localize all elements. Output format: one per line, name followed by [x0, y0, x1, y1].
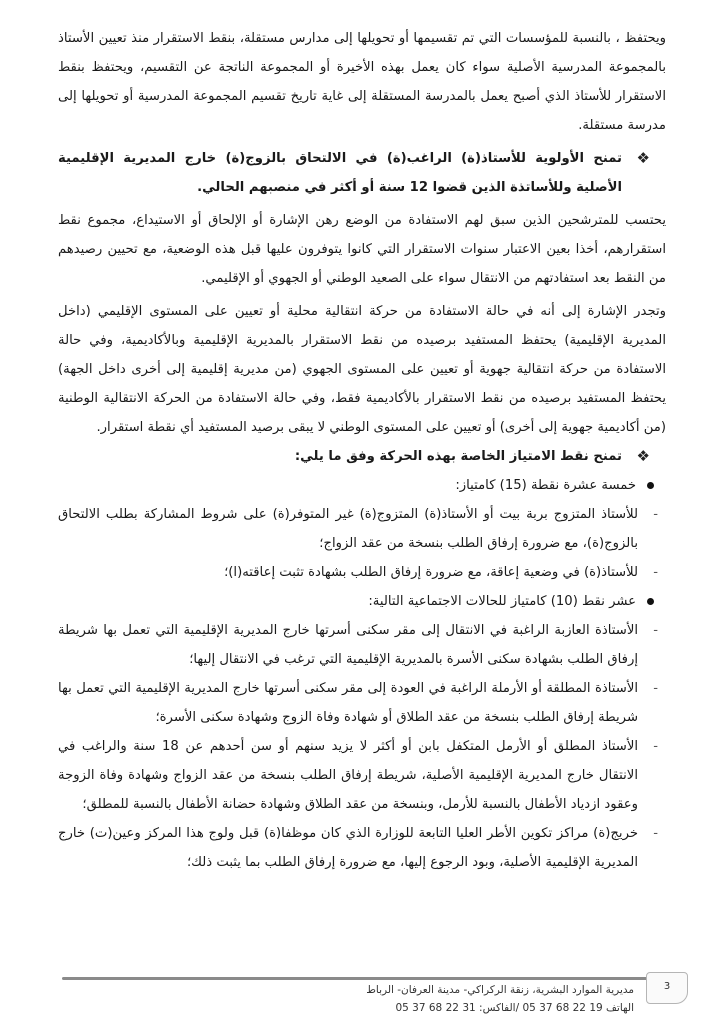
- dash-marker-icon: -: [653, 623, 658, 638]
- paragraph-stability-points: يحتسب للمترشحين الذين سبق لهم الاستفادة من الوضع رهن الإشارة أو الإلحاق أو الاستيداع، مجموع نقط استقرارهم، أخذا بعين الاعتبار سنوات الاستقرار التي كانوا يتوفرون عليها قبل هذه الوضعية، مع تحيين رصيدهم من النقط بعد استفادتهم من الانتقال سواء على الصعيد الوطني أو الجهوي أو الإقليمي.: [58, 213, 666, 286]
- heading-bonus-points: [58, 442, 666, 471]
- list-item-single-teacher: [58, 616, 666, 674]
- list-item-divorced-widowed-female: [58, 674, 666, 732]
- bullet-ten-points: [58, 587, 666, 616]
- list-item-text: الأستاذة المطلقة أو الأرملة الراغبة في العودة إلى مقر سكنى أسرتها خارج المديرية الإقليمية التي تعمل بها شريطة إرفاق الطلب بنسخة من عقد الطلاق أو شهادة وفاة الزوج وشهادة سكنى الأسرة؛: [58, 681, 638, 725]
- dash-marker-icon: -: [653, 681, 658, 696]
- heading-bonus-points-text: تمنح نقط الامتياز الخاصة بهذه الحركة وفق ما يلي:: [294, 449, 622, 464]
- footer-divider: [62, 977, 668, 980]
- bullet-dot-icon: [647, 598, 654, 605]
- list-item-text: للأستاذ المتزوج بربة بيت أو الأستاذ(ة) المتزوج(ة) غير المتوفر(ة) على شروط المشاركة بطلب الالتحاق بالزوج(ة)، مع ضرورة إرفاق الطلب بنسخة من عقد الزواج؛: [58, 507, 638, 551]
- diamond-bullet-icon: ❖: [636, 149, 650, 167]
- list-item-text: خريج(ة) مراكز تكوين الأطر العليا التابعة للوزارة الذي كان موظفا(ة) قبل ولوج هذا المركز وعين(ت) خارج المديرية الإقليمية الأصلية، وبود الرجوع إليها، مع ضرورة إرفاق الطلب بما يثبت ذلك؛: [58, 826, 638, 870]
- footer-address: مديرية الموارد البشرية، زنقة الركراكي- مدينة العرفان- الرباط: [366, 984, 634, 996]
- list-item-married-teacher: [58, 500, 666, 558]
- paragraph-stability-retention: وتجدر الإشارة إلى أنه في حالة الاستفادة من حركة انتقالية محلية أو تعيين على المستوى الإقليمي (داخل المديرية الإقليمية) يحتفظ المستفيد برصيده من نقط الاستقرار بالمديرية الإقليمية وبالأكاديمية، وفي حالة الاستفادة من حركة انتقالية جهوية أو تعيين على المستوى الجهوي (من مديرية إقليمية إلى أخرى داخل الجهة) يحتفظ المستفيد برصيده من نقط الاستقرار بالأكاديمية فقط، وفي حالة الاستفادة من الحركة الانتقالية الوطنية (من أكاديمية جهوية إلى أخرى) أو تعيين على المستوى الوطني لا يبقى برصيد المستفيد أي نقطة استقرار.: [58, 304, 666, 435]
- footer-phone: الهاتف 19 22 68 37 05 /الفاكس: 31 22 68 37 05: [395, 1002, 634, 1014]
- paragraph-school-split: ويحتفظ ، بالنسبة للمؤسسات التي تم تقسيمها أو تحويلها إلى مدارس مستقلة، بنقط الاستقرار منذ تعيين الأستاذ بالمجموعة المدرسية الأصلية سواء كان يعمل بهذه الأخيرة أو المجموعة الناتجة عن التقسيم، ويحتفظ بنقط الاستقرار للأستاذ الذي أصبح يعمل بالمدرسة المستقلة إلى غاية تاريخ تقسيم المجموعة المدرسية أو تحويلها إلى مدرسة مستقلة.: [58, 31, 666, 133]
- dash-marker-icon: -: [653, 739, 658, 754]
- list-item-text: الأستاذ المطلق أو الأرمل المتكفل بابن أو أكثر لا يزيد سنهم أو سن أحدهم عن 18 سنة والراغب في الانتقال خارج المديرية الإقليمية الأصلية، شريطة إرفاق الطلب بنسخة من عقد الزواج وشهادة وفاة الزوجة وعقود ازدياد الأطفال بالنسبة للأرمل، وبنسخة من عقد الطلاق وشهادة حضانة الأطفال بالنسبة للمطلق؛: [58, 739, 639, 812]
- bullet-fifteen-points: [58, 471, 666, 500]
- heading-priority-text: تمنح الأولوية للأستاذ(ة) الراغب(ة) في الالتحاق بالزوج(ة) خارج المديرية الإقليمية الأصلية وللأساتذة الذين قضوا 12 سنة أو أكثر في منصبهم الحالي.: [58, 151, 622, 195]
- list-item-training-graduate: [58, 819, 666, 877]
- heading-priority: [58, 144, 666, 202]
- list-item-text: الأستاذة العازبة الراغبة في الانتقال إلى مقر سكنى أسرتها خارج المديرية الإقليمية التي تعمل بها شريطة إرفاق الطلب بشهادة سكنى الأسرة بالمديرية الإقليمية التي ترغب في الانتقال إليها؛: [58, 623, 638, 667]
- footer: [58, 981, 634, 1017]
- list-item-text: للأستاذ(ة) في وضعية إعاقة، مع ضرورة إرفاق الطلب بشهادة تثبت إعاقته(ا)؛: [224, 565, 638, 580]
- document-body: [58, 24, 666, 877]
- dash-marker-icon: -: [653, 565, 658, 580]
- bullet-dot-icon: [647, 482, 654, 489]
- dash-marker-icon: -: [653, 507, 658, 522]
- bullet-fifteen-points-text: خمسة عشرة نقطة (15) كامتياز:: [455, 478, 636, 493]
- bullet-ten-points-text: عشر نقط (10) كامتياز للحالات الاجتماعية التالية:: [368, 594, 636, 609]
- page-number: 3: [646, 972, 688, 1004]
- list-item-divorced-widowed-male: [58, 732, 666, 819]
- dash-marker-icon: -: [653, 826, 658, 841]
- list-item-disability: [58, 558, 666, 587]
- diamond-bullet-icon: ❖: [636, 447, 650, 465]
